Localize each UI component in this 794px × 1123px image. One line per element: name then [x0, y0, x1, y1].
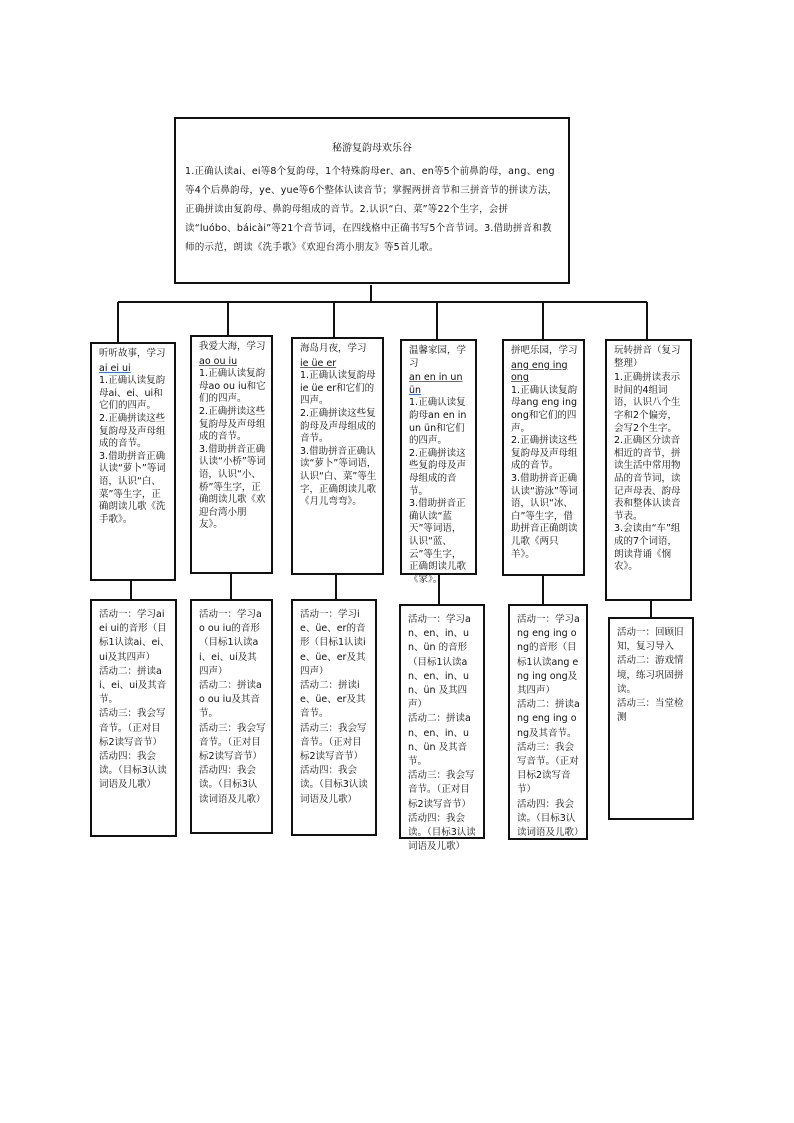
goal-item: 3.借助拼音正确认读“蓝天”等词语，认识“蓝、云”等生字，正确朗读儿歌《家》。 — [409, 498, 467, 585]
goal-item: 1.正确认读复韵母ao ou iu和它们的四声。 — [199, 368, 266, 405]
goal-item: 3.借助拼音正确认读“游泳”等词语，认识“冰、白”等生字，借助拼音正确朗读儿歌《两只羊》。 — [511, 472, 578, 560]
goal-item: 3.借助拼音正确认读“小桥”等词语，认识“小、桥”等生字，正确朗读儿歌《欢迎台湾小朋友》。 — [199, 443, 266, 531]
activity-item: 活动三：我会写音节。（正对目标2读写音节） — [300, 722, 367, 763]
activity-box-6 — [608, 617, 694, 820]
lesson-goal-box-6 — [605, 339, 692, 601]
activity-item: 活动四：我会读。（目标3认读词语及儿歌） — [300, 765, 368, 805]
unit-title: 秘游复韵母欢乐谷 — [332, 143, 412, 154]
activity-box-1 — [90, 599, 177, 837]
goal-item: 1.正确拼读表示时间的4组词语，认识八个生字和2个偏旁，会写2个生字。 — [614, 372, 681, 434]
lesson-goal-box-1 — [90, 342, 176, 581]
goal-item: 2.正确区分读音相近的音节，拼读生活中常用物品的音节词，读记声母表、韵母表和整体认读音节表。 — [614, 435, 681, 522]
lesson-goal-box-4 — [400, 339, 477, 585]
lesson-subtitle: an en in un ün — [409, 372, 463, 396]
activity-item: 活动三：我会写音节。（正对目标2读写音节） — [199, 722, 266, 763]
activity-item: 活动三：我会写音节。（正对目标2读写音节） — [517, 741, 579, 796]
goal-item: 2.正确拼读这些复韵母及声母组成的音节。 — [409, 447, 467, 497]
activity-item: 活动三：当堂检测 — [617, 698, 684, 724]
goal-item: 1.正确认读复韵母ang eng ing ong和它们的四声。 — [511, 384, 581, 434]
lesson-title: 拼吧乐园，学习 — [511, 345, 578, 356]
lesson-subtitle: ao ou iu — [199, 355, 238, 367]
activity-box-4 — [399, 604, 485, 853]
lesson-goal-box-5 — [502, 339, 585, 576]
lesson-subtitle: ie üe er — [300, 357, 337, 369]
activity-item: 活动四：我会读。（目标3认读词语及儿歌） — [408, 812, 476, 853]
activity-item: 活动四：我会读。（目标3认读词语及儿歌） — [99, 751, 167, 791]
goal-item: 3.借助拼音正确认读“萝卜”等词语，认识“白、菜”等生字，正确朗读儿歌《月儿弯弯》。 — [300, 445, 377, 508]
activity-item: 活动二：游戏情境，练习巩固拼读。 — [617, 655, 684, 695]
activity-item: 活动三：我会写音节。（正对目标2读写音节） — [99, 708, 166, 748]
activity-item: 活动一：学习an、en、in、un、ün 的音形（目标1认读an、en、in、un、ün 及其四声） — [408, 614, 471, 711]
activity-item: 活动四：我会读。（目标3认读词语及儿歌） — [517, 798, 584, 839]
activity-item: 活动二：拼读ao ou iu及其音节。 — [199, 680, 262, 720]
activity-item: 活动二：拼读ai、ei、ui及其音节。 — [99, 665, 167, 706]
unit-goal-text: 1.正确认读ai、ei等8个复韵母，1个特殊韵母er、an、en等5个前鼻韵母，ang、eng等4个后鼻韵母，ye、yue等6个整体认读音节；掌握两拼音节和三拼音节的拼读方法，正确拼读由复韵母、鼻韵母组成的音节。2.认识“白、菜”等22个生字，会拼读“luóbo、báicài”等21个音节词，在四线格中正确书写5个音节词。3.借助拼音和教师的示范，朗读《洗手歌》《欢迎台湾小朋友》等5首儿歌。 — [185, 166, 558, 253]
unit-goal-box — [174, 117, 570, 284]
goal-item: 3.借助拼音正确认读“萝卜”等词语，认识“白、菜”等生字，正确朗读儿歌《洗手歌》。 — [99, 450, 166, 525]
goal-item: 1.正确认读复韵母ai、ei、ui和它们的四声。 — [99, 375, 166, 412]
lesson-goal-box-2 — [190, 335, 273, 574]
activity-item: 活动一：学习ao ou iu的音形（目标1认读ai、ei、ui及其四声） — [199, 609, 262, 677]
goal-item: 2.正确拼读这些复韵母及声母组成的音节。 — [199, 405, 266, 443]
lesson-title: 我爱大海，学习 — [199, 341, 266, 352]
goal-item: 1.正确认读复韵母ie üe er和它们的四声。 — [300, 370, 376, 407]
lesson-goal-box-3 — [291, 337, 384, 575]
goal-item: 2.正确拼读这些复韵母及声母组成的音节。 — [300, 407, 377, 445]
activity-item: 活动一：学习ie、üe、er的音形（目标1认读ie、üe、er及其四声） — [300, 609, 366, 677]
activity-box-2 — [190, 599, 273, 834]
lesson-title: 听听故事，学习 — [99, 348, 166, 359]
goal-item: 2.正确拼读这些复韵母及声母组成的音节。 — [511, 435, 578, 472]
activity-box-5 — [508, 604, 588, 840]
goal-item: 1.正确认读复韵母an en in un ün和它们的四声。 — [409, 397, 470, 447]
lesson-title: 海岛月夜，学习 — [300, 343, 367, 354]
activity-item: 活动一：学习ang eng ing ong的音形（目标1认读ang eng ing ong及其四声） — [517, 614, 580, 697]
lesson-title: 玩转拼音（复习整理） — [614, 345, 681, 369]
activity-item: 活动四：我会读。（目标3认读词语及儿歌） — [199, 765, 266, 805]
activity-item: 活动二：拼读ang eng ing ong及其音节。 — [517, 699, 580, 739]
goal-item: 2.正确拼读这些复韵母及声母组成的音节。 — [99, 412, 166, 450]
lesson-subtitle: ang eng ing ong — [511, 359, 568, 384]
activity-item: 活动一：学习ai ei ui的音形（目标1认读ai、ei、ui及其四声） — [99, 609, 170, 663]
activity-item: 活动一：回顾旧知，复习导入 — [617, 627, 684, 653]
activity-item: 活动三：我会写音节。（正对目标2读写音节） — [408, 770, 475, 810]
activity-box-3 — [291, 599, 377, 836]
activity-item: 活动二：拼读ie、üe、er及其音节。 — [300, 680, 366, 720]
goal-item: 3.会读由“车”组成的7个词语，朗读背诵《悯农》。 — [614, 523, 681, 573]
lesson-subtitle: ai ei ui — [99, 362, 131, 374]
activity-item: 活动二：拼读an、en、in、un、ün 及其音节。 — [408, 713, 471, 768]
lesson-title: 温馨家园，学习 — [409, 345, 467, 369]
